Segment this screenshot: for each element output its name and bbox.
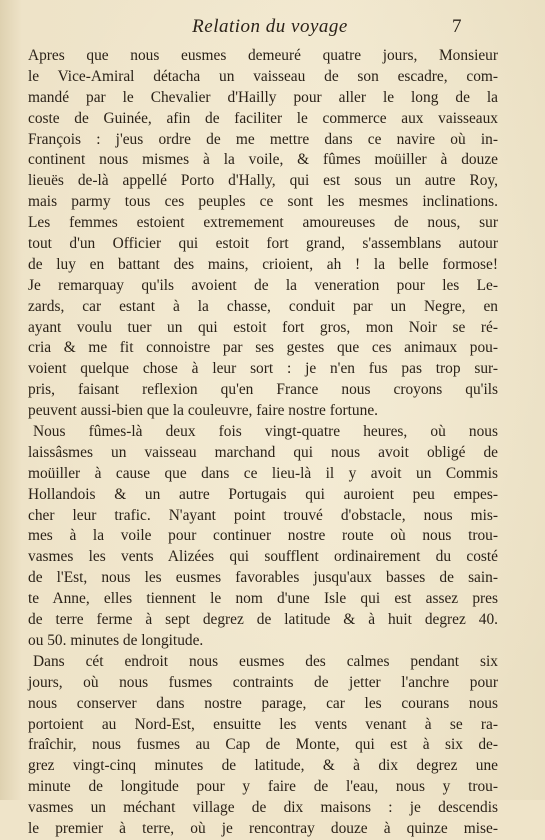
text-line: continent nous mismes à la voile, & fûmes moüiller à douze: [28, 151, 498, 169]
text-line: laissâsmes un vaisseau marchand qui nous avoit obligé de: [28, 443, 498, 461]
text-line: Je remarquay qu'ils avoient de la veneration pour les Le-: [28, 276, 498, 294]
text-line: de l'Est, nous les eusmes favorables jusqu'aux basses de sain-: [28, 569, 498, 587]
text-line: fraîchir, nous fusmes au Cap de Monte, qui est à six de-: [28, 736, 498, 754]
text-line: le Vice-Amiral détacha un vaisseau de son escadre, com-: [28, 67, 498, 85]
text-line: mes à la voile pour continuer nostre route où nous trou-: [28, 527, 498, 545]
text-line: moüiller à cause que dans ce lieu-là il y avoit un Commis: [28, 464, 498, 482]
text-line: pris, faisant reflexion qu'en France nous croyons qu'ils: [28, 381, 498, 399]
body-text: [28, 46, 498, 840]
text-line: ayant voulu tuer un qui estoit fort gros, mon Noir se ré-: [28, 318, 498, 336]
page-number: 7: [452, 16, 462, 37]
text-line: lieuës de-là appellé Porto d'Hally, qui est sous un autre Roy,: [28, 172, 498, 190]
text-line: Hollandois & un autre Portugais qui auroient peu empes-: [28, 485, 498, 503]
text-line: vasmes un méchant village de dix maisons : je descendis: [28, 799, 498, 817]
running-title: Relation du voyage: [192, 16, 348, 37]
text-line: vasmes les vents Alizées qui soufflent ordinairement du costé: [28, 548, 498, 566]
text-line: nous conserver dans nostre parage, car les courans nous: [28, 694, 498, 712]
text-line: tout d'un Officier qui estoit fort grand, s'assemblans autour: [28, 235, 498, 253]
text-line: cria & me fit connoistre par ses gestes que ces animaux pou-: [28, 339, 498, 357]
text-line: Nous fûmes-là deux fois vingt-quatre heures, où nous: [33, 423, 498, 441]
page-header: [0, 16, 545, 46]
text-line: mandé par le Chevalier d'Hailly pour aller le long de la: [28, 88, 498, 106]
text-line: de terre ferme à sept degrez de latitude & à huit degrez 40.: [28, 611, 498, 629]
text-line: cher leur trafic. N'ayant point trouvé d'obstacle, nous mis-: [28, 506, 498, 524]
text-line: Les femmes estoient extremement amoureuses de nous, sur: [28, 214, 498, 232]
text-line: ou 50. minutes de longitude.: [28, 631, 204, 649]
text-line: voient quelque chose à leur sort : je n'en fus pas trop sur-: [28, 360, 498, 378]
text-line: le premier à terre, où je rencontray douze à quinze mise-: [28, 819, 498, 837]
text-line: François : j'eus ordre de me mettre dans ce navire où in-: [28, 130, 498, 148]
text-line: Apres que nous eusmes demeuré quatre jours, Monsieur: [28, 47, 498, 64]
text-line: Dans cét endroit nous eusmes des calmes pendant six: [33, 652, 498, 670]
text-line: peuvent aussi-bien que la couleuvre, faire nostre fortune.: [28, 402, 379, 420]
text-line: minute de longitude pour y faire de l'eau, nous y trou-: [28, 778, 498, 796]
text-line: de luy en battant des mains, crioient, ah ! la belle formose!: [28, 255, 498, 273]
text-line: zards, car estant à la chasse, conduit par un Negre, en: [28, 297, 498, 315]
text-line: portoient au Nord-Est, ensuitte les vents venant à se ra-: [28, 715, 498, 733]
text-line: mais parmy tous ces peuples ce sont les mesmes inclinations.: [28, 193, 498, 211]
text-line: coste de Guinée, afin de faciliter le commerce aux vaisseaux: [28, 109, 498, 127]
text-line: te Anne, elles tiennent le nom d'une Isle qui est assez pres: [28, 590, 498, 608]
text-line: grez vingt-cinq minutes de latitude, & à dix degrez une: [28, 757, 498, 775]
text-line: jours, où nous fusmes contraints de jetter l'anchre pour: [28, 673, 498, 691]
